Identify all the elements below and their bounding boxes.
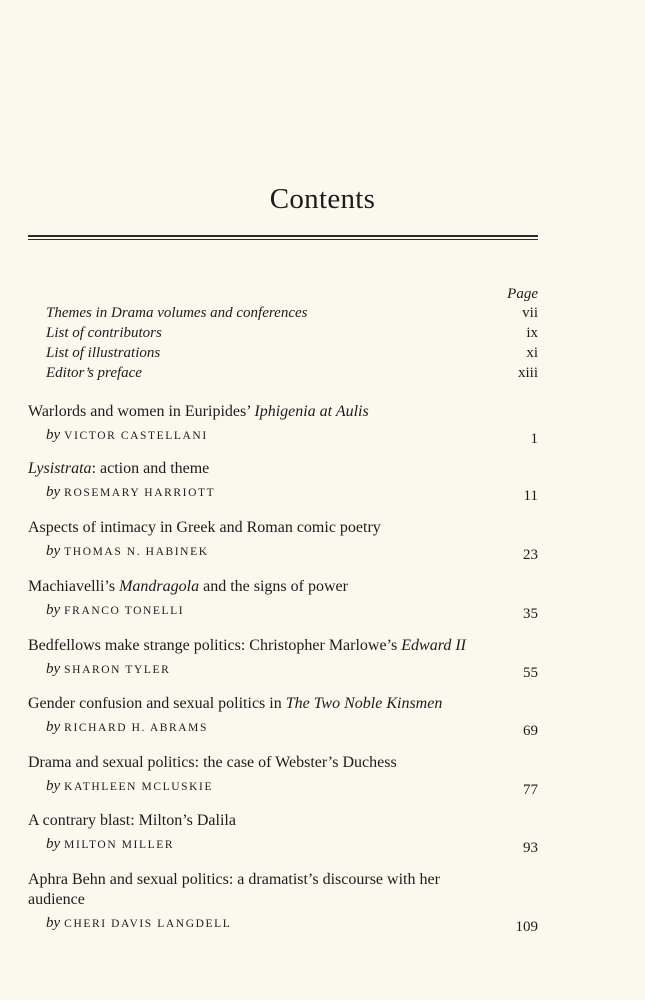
entry-title: Aphra Behn and sexual politics: a dramatist’s discourse with her audience <box>28 871 440 908</box>
toc-entry <box>28 870 538 933</box>
toc-entry <box>28 753 538 796</box>
entry-page: 35 <box>523 606 538 622</box>
entry-title: Warlords and women in Euripides’ Iphigenia at Aulis <box>28 403 369 420</box>
front-matter-label: Themes in Drama volumes and conferences <box>46 305 308 321</box>
entry-title: Bedfellows make strange politics: Christopher Marlowe’s Edward II <box>28 637 466 654</box>
front-matter-item <box>46 325 538 345</box>
entry-page: 1 <box>530 431 538 447</box>
entry-byline: by VICTOR CASTELLANI 1 <box>46 427 538 447</box>
entry-author: FRANCO TONELLI <box>64 605 185 617</box>
entry-title: Machiavelli’s Mandragola and the signs of power <box>28 578 348 595</box>
toc-entry <box>28 402 538 445</box>
entry-title: Gender confusion and sexual politics in The Two Noble Kinsmen <box>28 695 443 712</box>
front-matter-item <box>46 345 538 365</box>
entry-byline: by THOMAS N. HABINEK 23 <box>46 543 538 563</box>
entry-author: CHERI DAVIS LANGDELL <box>64 918 232 930</box>
entry-byline: by SHARON TYLER 55 <box>46 661 538 681</box>
entry-page: 23 <box>523 547 538 563</box>
entry-byline: by ROSEMARY HARRIOTT 11 <box>46 484 538 504</box>
toc-entry <box>28 577 538 620</box>
front-matter-page: xiii <box>517 365 538 381</box>
toc-entry <box>28 636 538 679</box>
page-column-label: Page <box>507 286 538 302</box>
front-matter-item <box>46 365 538 385</box>
entry-byline: by FRANCO TONELLI 35 <box>46 602 538 622</box>
front-matter-page: vii <box>522 305 538 321</box>
front-matter-label: List of illustrations <box>46 345 161 361</box>
entry-page: 109 <box>515 919 538 935</box>
entry-author: MILTON MILLER <box>64 839 175 851</box>
entry-title: Drama and sexual politics: the case of Webster’s Duchess <box>28 754 397 771</box>
entry-author: THOMAS N. HABINEK <box>64 546 209 558</box>
front-matter-label: Editor’s preface <box>46 365 142 381</box>
front-matter-page: xi <box>526 345 538 361</box>
title-rule-thin <box>28 239 538 240</box>
title-rule-thick <box>28 235 538 237</box>
entry-author: KATHLEEN MCLUSKIE <box>64 781 214 793</box>
entry-page: 93 <box>523 840 538 856</box>
toc-entry <box>28 694 538 737</box>
toc-entry <box>28 518 538 561</box>
entry-byline: by CHERI DAVIS LANGDELL 109 <box>46 915 538 935</box>
toc-entry <box>28 811 538 854</box>
entry-page: 77 <box>523 782 538 798</box>
entry-byline: by RICHARD H. ABRAMS 69 <box>46 719 538 739</box>
entry-page: 69 <box>523 723 538 739</box>
entry-author: ROSEMARY HARRIOTT <box>64 487 216 499</box>
toc-entry <box>28 459 538 502</box>
entry-title: Aspects of intimacy in Greek and Roman comic poetry <box>28 519 381 536</box>
entry-page: 55 <box>523 665 538 681</box>
page-title: Contents <box>269 183 376 215</box>
front-matter-item <box>46 305 538 325</box>
front-matter-label: List of contributors <box>46 325 162 341</box>
entry-page: 11 <box>523 488 538 504</box>
front-matter-list <box>46 305 538 385</box>
entry-author: VICTOR CASTELLANI <box>64 430 208 442</box>
entry-byline: by KATHLEEN MCLUSKIE 77 <box>46 778 538 798</box>
front-matter-page: ix <box>526 325 538 341</box>
entry-title: A contrary blast: Milton’s Dalila <box>28 812 236 829</box>
entry-author: RICHARD H. ABRAMS <box>64 722 208 734</box>
entry-title: Lysistrata: action and theme <box>28 460 210 477</box>
entry-author: SHARON TYLER <box>64 664 171 676</box>
entry-byline: by MILTON MILLER 93 <box>46 836 538 856</box>
